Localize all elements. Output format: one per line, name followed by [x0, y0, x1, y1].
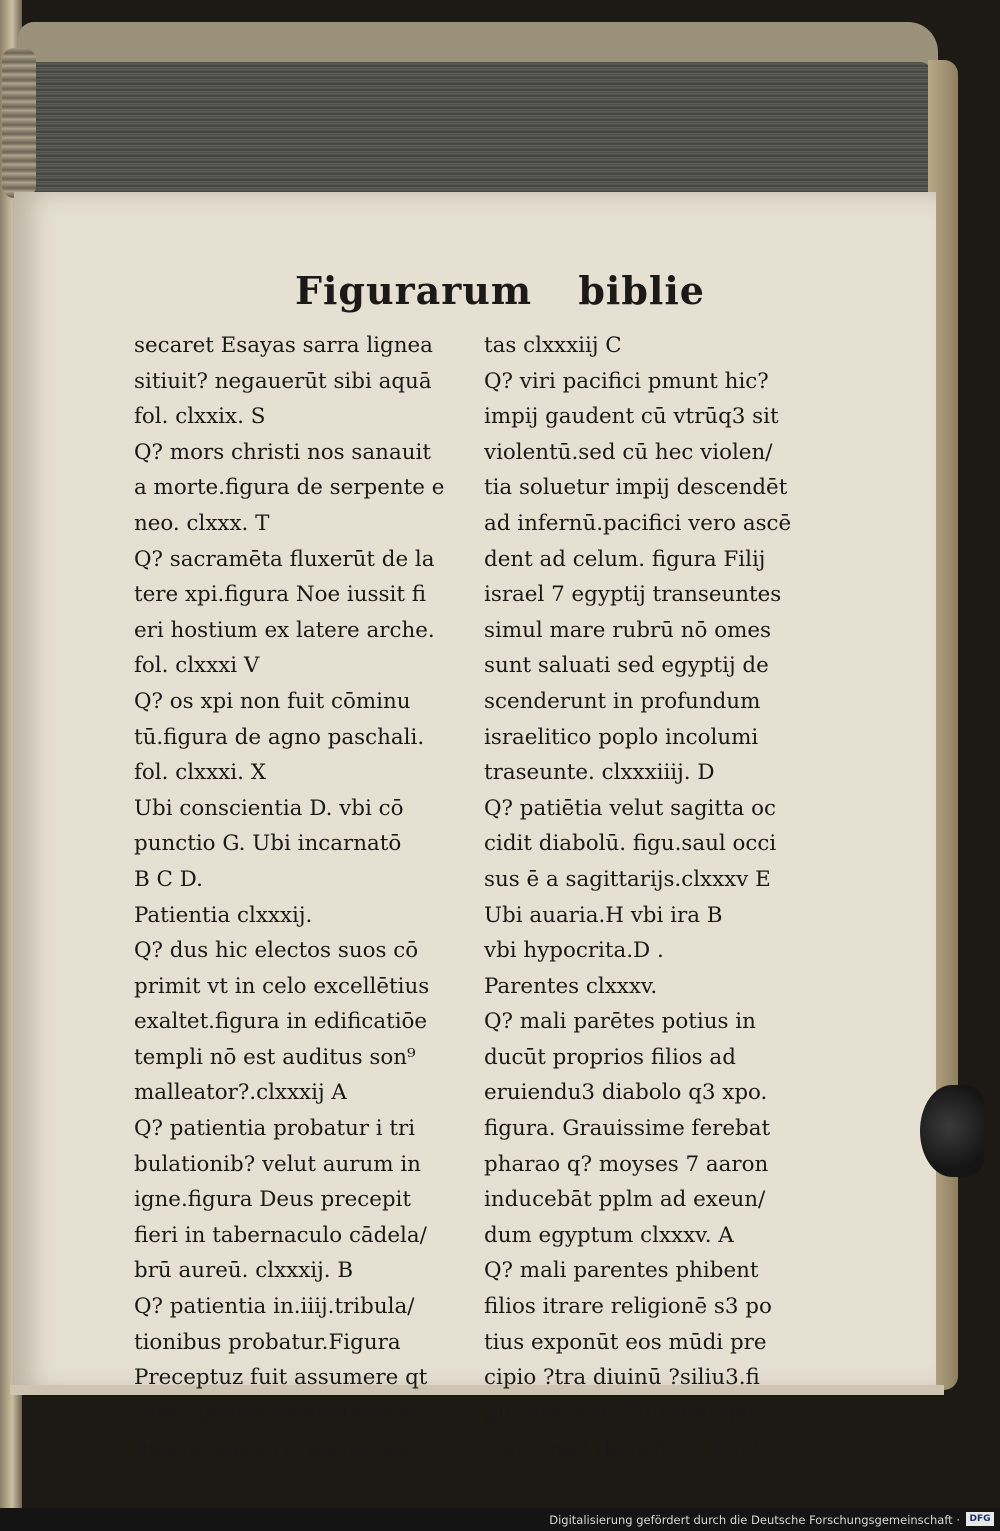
text-line: cipio ?tra diuinū ?siliu3.fi [484, 1365, 760, 1391]
clasp [920, 1085, 984, 1177]
footer-credit: Digitalisierung gefördert durch die Deutsche Forschungsgemeinschaft · [549, 1513, 960, 1527]
text-line: tionibus probatur.Figura [134, 1329, 401, 1355]
text-column-right [484, 328, 824, 1467]
text-line: israelitico poplo incolumi [484, 724, 759, 750]
text-line: simul mare rubrū nō omes [484, 617, 771, 643]
text-line: Q? mali parētes potius in [484, 1009, 756, 1035]
text-line: sunt saluati sed egyptij de [484, 653, 769, 679]
text-line: secaret Esayas sarra lignea [134, 333, 433, 358]
text-line: Q? mors christi nos sanauit [134, 439, 431, 465]
text-line: tere xpi.figura Noe iussit fi [134, 582, 426, 608]
text-line: israel 7 egyptij transeuntes [484, 582, 782, 608]
text-line: igne.figura Deus precepit [134, 1187, 411, 1213]
text-line: machina3 de arbore fructi [484, 1436, 769, 1462]
text-line: tuor species aromaticas e/ [134, 1400, 420, 1426]
text-line: Q? patiētia velut sagitta oc [484, 795, 776, 821]
text-column-left [134, 328, 474, 1467]
text-line: dent ad celum. figura Filij [484, 546, 766, 572]
text-line: tas clxxxiij C [484, 333, 622, 358]
text-line: figura. Grauissime ferebat [484, 1116, 771, 1142]
text-line: violentū.sed cū hec violen/ [484, 439, 773, 465]
text-line: sitiuit? negauerūt sibi aquā [134, 368, 432, 394]
text-line: inducebāt pplm ad exeun/ [484, 1187, 766, 1213]
text-line: punctio G. Ubi incarnatō [134, 831, 402, 857]
text-line: a morte.figura de serpente e [134, 475, 445, 501]
text-line: scenderunt in profundum [484, 688, 761, 714]
text-line: Preceptuz fuit assumere qt [134, 1365, 428, 1391]
text-line: tius exponūt eos mūdi pre [484, 1329, 767, 1355]
text-line: fieri in tabernaculo cādela/ [134, 1222, 427, 1248]
text-line: Q? patientia probatur i tri [134, 1116, 416, 1142]
text-line: eri hostium ex latere arche. [134, 617, 435, 643]
text-line: tū.figura de agno paschali. [134, 724, 425, 750]
text-line: filios itrare religionē s3 po [484, 1294, 772, 1320]
text-line: Parentes clxxxv. [484, 973, 658, 999]
text-line: tia soluetur impij descendēt [484, 475, 788, 501]
text-line: eruiendu3 diabolo q3 xpo. [484, 1080, 768, 1106]
text-line: brū aureū. clxxxij. B [134, 1258, 354, 1284]
text-line: Q? viri pacifici pmunt hic? [484, 368, 769, 394]
text-line: dum egyptum clxxxv. A [484, 1222, 734, 1248]
page-edges [26, 62, 932, 197]
text-line: templi nō est auditus son⁹ [134, 1044, 416, 1070]
running-head: Figurarum biblie [295, 268, 705, 313]
text-line: vbi hypocrita.D . [484, 938, 664, 964]
text-line: qualis ponderis pulueriza [134, 1436, 410, 1462]
text-line: fol. clxxxi. X [134, 760, 266, 786]
text-line: malleator?.clxxxij A [134, 1080, 347, 1106]
text-line: cidit diabolū. figu.saul occi [484, 831, 777, 857]
text-line: primit vt in celo excellētius [134, 973, 430, 999]
text-line: Q? os xpi non fuit cōminu [134, 688, 411, 714]
text-line: ad infernū.pacifici vero ascē [484, 510, 792, 536]
text-line: Q? mali parentes phibent [484, 1258, 759, 1284]
text-line: neo. clxxx. T [134, 510, 270, 536]
text-line: exaltet.figura in edificatiōe [134, 1009, 428, 1035]
dfg-logo: DFG [966, 1512, 994, 1526]
text-line: Q? dus hic electos suos cō [134, 938, 419, 964]
binding-cord [2, 48, 36, 198]
text-line: Q? sacramēta fluxerūt de la [134, 546, 435, 572]
text-line: Q? patientia in.iiij.tribula/ [134, 1294, 415, 1320]
text-line: pharao q? moyses 7 aaron [484, 1151, 769, 1177]
text-line: sus ē a sagittarijs.clxxxv E [484, 866, 771, 892]
text-line: Ubi auaria.H vbi ira B [484, 902, 723, 928]
text-line: Patientia clxxxij. [134, 902, 313, 928]
text-line: traseunte. clxxxiiij. D [484, 760, 715, 786]
text-line: B C D. [134, 866, 203, 892]
text-line: fol. clxxix. S [134, 404, 266, 430]
text-line: ducūt proprios filios ad [484, 1044, 736, 1070]
text-line: Ubi conscientia D. vbi cō [134, 795, 404, 821]
text-line: impij gaudent cū vtrūq3 sit [484, 404, 779, 430]
text-line: bulationib? velut aurum in [134, 1151, 421, 1177]
text-line: gu. Preceptū fuit non fieri [484, 1400, 766, 1426]
text-line: fol. clxxxi V [134, 653, 260, 679]
